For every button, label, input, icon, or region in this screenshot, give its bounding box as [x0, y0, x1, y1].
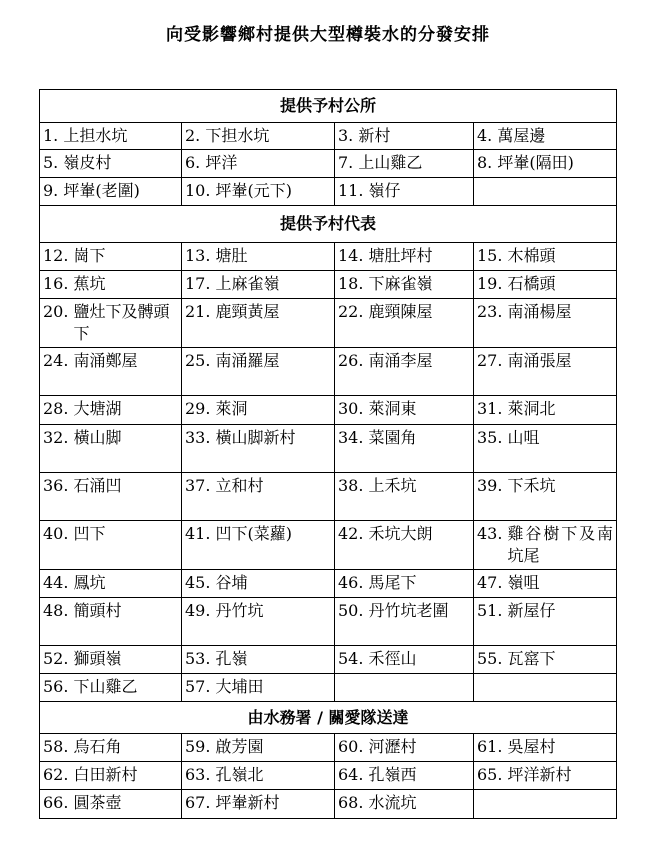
- village-number: 3.: [338, 126, 359, 145]
- village-cell: [40, 396, 182, 425]
- village-number: 28.: [43, 399, 74, 418]
- village-cell: [474, 570, 617, 598]
- village-number: 31.: [477, 399, 508, 418]
- village-number: 63.: [185, 765, 216, 784]
- village-number: 18.: [338, 274, 369, 293]
- village-cell: [182, 396, 335, 425]
- village-cell: [40, 123, 182, 150]
- table-row: [40, 570, 617, 598]
- village-name: 下山雞乙: [73, 677, 138, 696]
- village-cell: [40, 299, 182, 348]
- village-number: 30.: [338, 399, 369, 418]
- village-number: 60.: [338, 737, 369, 756]
- village-number: 46.: [338, 573, 369, 592]
- page-title: 向受影響鄉村提供大型樽裝水的分發安排: [166, 25, 490, 45]
- village-cell: [474, 243, 617, 271]
- village-number: 40.: [43, 524, 74, 543]
- village-number: 59.: [185, 737, 216, 756]
- village-number: 15.: [477, 246, 508, 265]
- village-number: 49.: [185, 601, 216, 620]
- village-name: 上禾坑: [368, 476, 417, 495]
- village-number: 51.: [477, 601, 508, 620]
- village-name: 坪洋新村: [507, 765, 572, 784]
- table-row: [40, 762, 617, 790]
- table-row: [40, 243, 617, 271]
- village-cell: [474, 473, 617, 521]
- village-number: 8.: [477, 153, 498, 172]
- table-row: [40, 598, 617, 646]
- table-row: [40, 521, 617, 570]
- village-cell: [335, 646, 474, 674]
- village-number: 27.: [477, 351, 508, 370]
- table-row: [40, 150, 617, 178]
- table-row: [40, 396, 617, 425]
- village-number: 25.: [185, 351, 216, 370]
- village-name: 雞谷樹下及南坑尾: [507, 524, 614, 565]
- village-number: 68.: [338, 793, 369, 812]
- village-cell: [474, 348, 617, 396]
- village-number: 58.: [43, 737, 74, 756]
- village-name: 坪輋(元下): [215, 181, 293, 200]
- village-name: 鳳坑: [73, 573, 106, 592]
- village-number: 38.: [338, 476, 369, 495]
- village-number: 4.: [477, 126, 498, 145]
- village-number: 32.: [43, 428, 74, 447]
- village-name: 坪洋: [205, 153, 238, 172]
- village-cell: [182, 473, 335, 521]
- village-name: 木棉頭: [507, 246, 556, 265]
- table-row: [40, 348, 617, 396]
- village-name: 大埔田: [215, 677, 264, 696]
- village-name: 萊洞東: [368, 399, 417, 418]
- village-name: 上山雞乙: [358, 153, 423, 172]
- village-number: 9.: [43, 181, 64, 200]
- village-cell: [40, 674, 182, 702]
- village-cell: [335, 299, 474, 348]
- village-cell: [182, 570, 335, 598]
- village-name: 坪輋(老圍): [63, 181, 140, 200]
- village-name: 獅頭嶺: [73, 649, 122, 668]
- village-cell: [335, 762, 474, 790]
- village-cell: [335, 425, 474, 473]
- village-name: 嶺仔: [368, 181, 401, 200]
- village-cell: [182, 348, 335, 396]
- village-cell: [182, 425, 335, 473]
- village-number: 35.: [477, 428, 508, 447]
- village-name: 菜園角: [368, 428, 417, 447]
- village-name: 瓦窰下: [507, 649, 556, 668]
- village-cell: [335, 178, 474, 206]
- distribution-table: [39, 89, 617, 819]
- table-row: [40, 299, 617, 348]
- village-name: 馬尾下: [368, 573, 417, 592]
- village-name: 萬屋邊: [497, 126, 546, 145]
- village-number: 61.: [477, 737, 508, 756]
- village-name: 崗下: [73, 246, 106, 265]
- village-cell: [182, 674, 335, 702]
- village-name: 丹竹坑: [215, 601, 264, 620]
- village-number: 62.: [43, 765, 74, 784]
- village-name: 禾坑大朗: [368, 524, 433, 543]
- village-cell: [335, 271, 474, 299]
- village-cell: [335, 521, 474, 570]
- village-name: 大塘湖: [73, 399, 122, 418]
- village-number: 11.: [338, 181, 369, 200]
- village-cell: [182, 271, 335, 299]
- village-name: 南涌羅屋: [215, 351, 280, 370]
- village-name: 立和村: [215, 476, 264, 495]
- village-name: 凹下: [73, 524, 106, 543]
- village-cell: [335, 243, 474, 271]
- village-cell: [335, 396, 474, 425]
- table-row: [40, 123, 617, 150]
- village-cell: [474, 123, 617, 150]
- village-cell: [40, 473, 182, 521]
- section-heading: 提供予村公所: [40, 90, 617, 123]
- village-number: 42.: [338, 524, 369, 543]
- village-name: 丹竹坑老圍: [368, 601, 449, 620]
- village-cell: [182, 299, 335, 348]
- village-name: 孔嶺: [215, 649, 248, 668]
- village-name: 南涌張屋: [507, 351, 572, 370]
- village-name: 上麻雀嶺: [215, 274, 280, 293]
- village-number: 29.: [185, 399, 216, 418]
- village-name: 圓茶壺: [73, 793, 122, 812]
- section-heading: 由水務署 / 關愛隊送達: [40, 702, 617, 734]
- village-cell: [40, 762, 182, 790]
- village-cell: [335, 598, 474, 646]
- village-cell: [335, 473, 474, 521]
- village-cell: [474, 178, 617, 206]
- village-cell: [40, 150, 182, 178]
- village-name: 谷埔: [215, 573, 248, 592]
- village-cell: [40, 790, 182, 819]
- table-row: [40, 425, 617, 473]
- village-cell: [474, 674, 617, 702]
- village-cell: [182, 762, 335, 790]
- village-cell: [335, 674, 474, 702]
- village-cell: [40, 646, 182, 674]
- village-number: 17.: [185, 274, 216, 293]
- village-name: 嶺咀: [507, 573, 540, 592]
- village-number: 36.: [43, 476, 74, 495]
- village-cell: [474, 425, 617, 473]
- village-name: 上担水坑: [63, 126, 128, 145]
- table-row: [40, 790, 617, 819]
- village-number: 12.: [43, 246, 74, 265]
- village-number: 7.: [338, 153, 359, 172]
- village-name: 禾徑山: [368, 649, 417, 668]
- village-name: 新村: [358, 126, 391, 145]
- village-number: 16.: [43, 274, 74, 293]
- village-name: 石橋頭: [507, 274, 556, 293]
- village-number: 41.: [185, 524, 216, 543]
- village-cell: [40, 734, 182, 762]
- village-number: 26.: [338, 351, 369, 370]
- village-cell: [335, 570, 474, 598]
- village-cell: [182, 243, 335, 271]
- village-number: 43.: [477, 524, 508, 543]
- village-cell: [474, 734, 617, 762]
- village-name: 烏石角: [73, 737, 122, 756]
- village-number: 67.: [185, 793, 216, 812]
- village-cell: [474, 790, 617, 819]
- village-name: 啟芳園: [215, 737, 264, 756]
- village-cell: [182, 178, 335, 206]
- village-cell: [182, 521, 335, 570]
- village-number: 53.: [185, 649, 216, 668]
- village-cell: [474, 762, 617, 790]
- village-cell: [335, 790, 474, 819]
- section-heading: 提供予村代表: [40, 206, 617, 243]
- village-number: 23.: [477, 302, 508, 321]
- village-name: 鹽灶下及髆頭下: [73, 302, 170, 343]
- village-number: 50.: [338, 601, 369, 620]
- village-cell: [474, 299, 617, 348]
- village-name: 河瀝村: [368, 737, 417, 756]
- village-cell: [182, 646, 335, 674]
- village-number: 24.: [43, 351, 74, 370]
- village-number: 66.: [43, 793, 74, 812]
- village-cell: [40, 521, 182, 570]
- village-name: 鹿頸陳屋: [368, 302, 433, 321]
- table-row: [40, 271, 617, 299]
- village-cell: [40, 425, 182, 473]
- village-number: 10.: [185, 181, 216, 200]
- village-number: 54.: [338, 649, 369, 668]
- village-name: 南涌楊屋: [507, 302, 572, 321]
- table-row: [40, 178, 617, 206]
- village-number: 37.: [185, 476, 216, 495]
- village-number: 57.: [185, 677, 216, 696]
- village-number: 44.: [43, 573, 74, 592]
- village-number: 34.: [338, 428, 369, 447]
- village-cell: [474, 521, 617, 570]
- village-number: 33.: [185, 428, 216, 447]
- village-number: 2.: [185, 126, 206, 145]
- village-name: 簡頭村: [73, 601, 122, 620]
- village-cell: [474, 150, 617, 178]
- village-cell: [474, 271, 617, 299]
- village-name: 坪輋新村: [215, 793, 280, 812]
- village-cell: [182, 598, 335, 646]
- village-cell: [182, 734, 335, 762]
- village-name: 塘肚坪村: [368, 246, 433, 265]
- village-cell: [40, 570, 182, 598]
- village-cell: [40, 243, 182, 271]
- village-cell: [40, 178, 182, 206]
- village-cell: [335, 150, 474, 178]
- village-number: 14.: [338, 246, 369, 265]
- village-name: 坪輋(隔田): [497, 153, 574, 172]
- village-name: 嶺皮村: [63, 153, 112, 172]
- village-name: 下麻雀嶺: [368, 274, 433, 293]
- village-number: 56.: [43, 677, 74, 696]
- village-number: 47.: [477, 573, 508, 592]
- village-number: 19.: [477, 274, 508, 293]
- village-cell: [474, 646, 617, 674]
- village-cell: [182, 790, 335, 819]
- table-row: [40, 674, 617, 702]
- village-number: 55.: [477, 649, 508, 668]
- village-number: 65.: [477, 765, 508, 784]
- village-name: 下禾坑: [507, 476, 556, 495]
- village-name: 孔嶺北: [215, 765, 264, 784]
- village-cell: [40, 348, 182, 396]
- village-name: 山咀: [507, 428, 540, 447]
- village-name: 萊洞北: [507, 399, 556, 418]
- table-row: [40, 734, 617, 762]
- village-name: 橫山脚新村: [215, 428, 296, 447]
- village-name: 下担水坑: [205, 126, 270, 145]
- table-row: [40, 646, 617, 674]
- table-row: [40, 473, 617, 521]
- village-cell: [40, 271, 182, 299]
- village-cell: [182, 123, 335, 150]
- village-name: 南涌鄭屋: [73, 351, 138, 370]
- village-number: 21.: [185, 302, 216, 321]
- village-number: 5.: [43, 153, 64, 172]
- village-name: 孔嶺西: [368, 765, 417, 784]
- village-name: 凹下(菜蘿): [215, 524, 293, 543]
- village-number: 6.: [185, 153, 206, 172]
- village-name: 橫山脚: [73, 428, 122, 447]
- village-cell: [40, 598, 182, 646]
- village-cell: [335, 123, 474, 150]
- village-name: 南涌李屋: [368, 351, 433, 370]
- village-number: 45.: [185, 573, 216, 592]
- village-name: 吳屋村: [507, 737, 556, 756]
- village-name: 石涌凹: [73, 476, 122, 495]
- village-number: 20.: [43, 302, 74, 321]
- village-name: 新屋仔: [507, 601, 556, 620]
- village-cell: [474, 396, 617, 425]
- village-name: 水流坑: [368, 793, 417, 812]
- village-number: 64.: [338, 765, 369, 784]
- village-name: 蕉坑: [73, 274, 106, 293]
- village-name: 萊洞: [215, 399, 248, 418]
- village-number: 22.: [338, 302, 369, 321]
- village-number: 48.: [43, 601, 74, 620]
- village-cell: [335, 348, 474, 396]
- village-cell: [335, 734, 474, 762]
- village-name: 白田新村: [73, 765, 138, 784]
- village-number: 52.: [43, 649, 74, 668]
- village-cell: [474, 598, 617, 646]
- village-name: 塘肚: [215, 246, 248, 265]
- village-name: 鹿頸黃屋: [215, 302, 280, 321]
- village-number: 13.: [185, 246, 216, 265]
- village-number: 39.: [477, 476, 508, 495]
- village-cell: [182, 150, 335, 178]
- village-number: 1.: [43, 126, 64, 145]
